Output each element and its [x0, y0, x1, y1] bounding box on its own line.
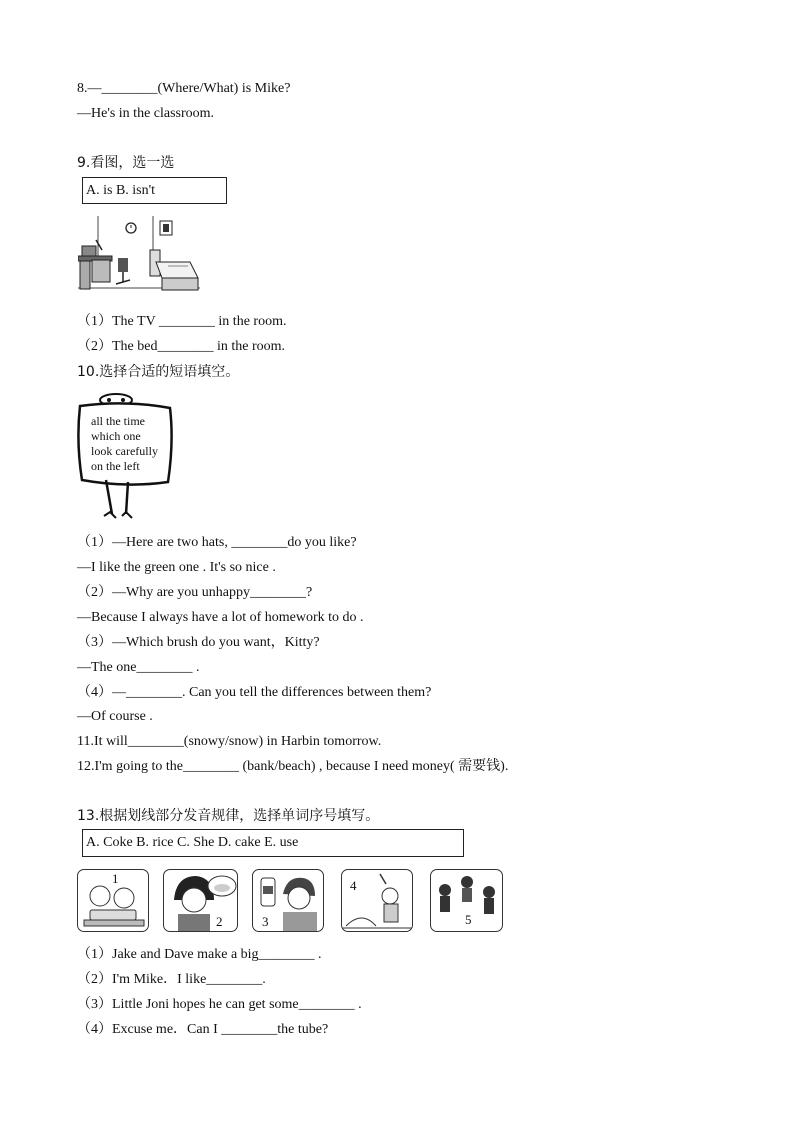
- q10-title: 10.选择合适的短语填空。: [77, 364, 240, 380]
- sign-phrase: which one: [91, 429, 141, 443]
- q13-item-2: （2）I'm Mike．I like________.: [77, 972, 266, 987]
- q9-options-box: [82, 177, 227, 204]
- q13-title: 13.根据划线部分发音规律，选择单词序号填写。: [77, 808, 380, 824]
- picture-frame-3: [252, 869, 324, 932]
- q10-line: （4）—________. Can you tell the differences between them?: [77, 685, 432, 700]
- q13-options-box: [82, 829, 464, 857]
- sign-phrase: look carefully: [91, 444, 158, 458]
- q10-line: —The one________ .: [77, 660, 200, 675]
- q10-line: —Of course .: [77, 709, 153, 724]
- q10-line: —I like the green one . It's so nice .: [77, 560, 276, 575]
- q9-item-1: （1）The TV ________ in the room.: [77, 314, 287, 329]
- picture-frame-2: [163, 869, 238, 932]
- room-picture: [78, 216, 200, 296]
- q9-item-2: （2）The bed________ in the room.: [77, 339, 286, 354]
- q13-options: A. Coke B. rice C. She D. cake E. use: [86, 835, 299, 850]
- phrase-sign-picture: [76, 392, 176, 524]
- sign-phrases: [91, 414, 158, 474]
- q8-answer: —He's in the classroom.: [77, 106, 215, 121]
- picture-frame-5: [430, 869, 503, 932]
- picture-frame-4: [341, 869, 413, 932]
- sign-phrase: all the time: [91, 414, 145, 428]
- q9-options: A. is B. isn't: [86, 182, 156, 198]
- q13-item-3: （3）Little Joni hopes he can get some________ .: [77, 997, 362, 1012]
- q13-item-4: （4）Excuse me．Can I ________the tube?: [77, 1022, 329, 1037]
- q11: 11.It will________(snowy/snow) in Harbin tomorrow.: [77, 734, 382, 749]
- picture-frame-1: [77, 869, 149, 932]
- q10-line: （3）—Which brush do you want，Kitty?: [77, 635, 320, 650]
- cartoon-boy-thinking-rice: [164, 870, 238, 932]
- q10-line: （1）—Here are two hats, ________do you like?: [77, 535, 357, 550]
- picture-number: 5: [465, 912, 472, 927]
- picture-number: 2: [216, 914, 223, 929]
- q8-question: 8.—________(Where/What) is Mike?: [77, 81, 291, 96]
- q12: 12.I'm going to the________ (bank/beach) , because I need money( 需要钱).: [77, 759, 509, 774]
- picture-number: 3: [262, 914, 269, 929]
- sign-phrase: on the left: [91, 459, 140, 473]
- q9-title: 9.看图，选一选: [77, 155, 175, 171]
- picture-number: 4: [350, 878, 357, 893]
- q10-line: —Because I always have a lot of homework to do .: [77, 610, 364, 625]
- q13-item-1: （1）Jake and Dave make a big________ .: [77, 947, 322, 962]
- picture-number: 1: [112, 871, 119, 886]
- q10-line: （2）—Why are you unhappy________?: [77, 585, 313, 600]
